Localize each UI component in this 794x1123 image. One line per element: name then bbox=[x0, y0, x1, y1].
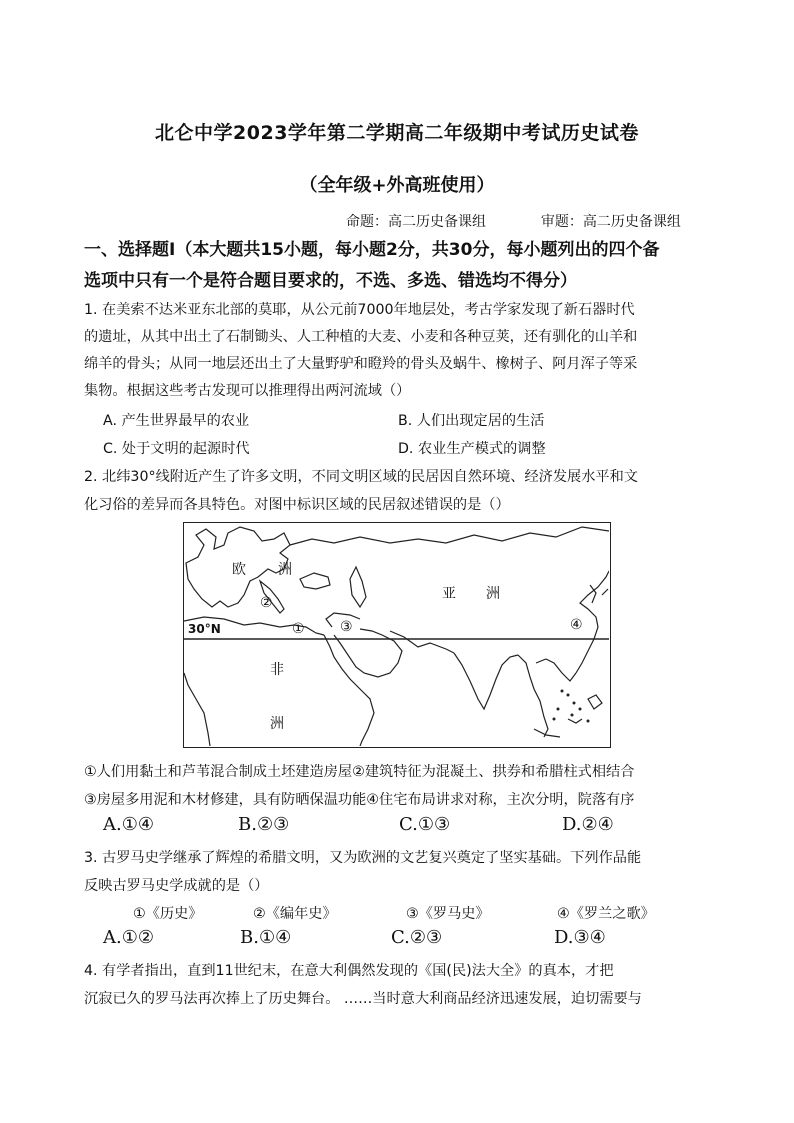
section-heading: 一、选择题Ⅰ（本大题共15小题，每小题2分，共30分，每小题列出的四个备 bbox=[84, 240, 660, 260]
label-africa: 非 bbox=[270, 662, 284, 678]
exam-subtitle: （全年级+外高班使用） bbox=[299, 175, 495, 196]
question-text: 绵羊的骨头；从同一地层还出土了大量野驴和瞪羚的骨头及蜗牛、橡树子、阿月浑子等采 bbox=[84, 356, 638, 372]
option-a: A. 产生世界最早的农业 bbox=[103, 413, 250, 429]
question-text: 沉寂已久的罗马法再次捧上了历史舞台。 ……当时意大利商品经济迅速发展，迫切需要与 bbox=[84, 991, 642, 1007]
work-4: ④《罗兰之歌》 bbox=[557, 906, 655, 922]
question-text: 集物。根据这些考古发现可以推理得出两河流域（） bbox=[84, 383, 411, 399]
marker-4: ④ bbox=[570, 617, 583, 633]
statement-line: ③房屋多用泥和木材修建，具有防晒保温功能④住宅布局讲求对称，主次分明，院落有序 bbox=[84, 792, 635, 808]
setter-text: 命题：高二历史备课组 bbox=[346, 214, 486, 230]
option-c: C. 处于文明的起源时代 bbox=[103, 441, 250, 457]
option-a: A.①④ bbox=[103, 814, 154, 835]
label-asia-2: 洲 bbox=[486, 586, 500, 602]
section-heading-cont: 选项中只有一个是符合题目要求的，不选、多选、错选均不得分） bbox=[84, 271, 577, 291]
authors-line bbox=[346, 211, 681, 231]
question-text: 的遗址，从其中出土了石制锄头、人工种植的大麦、小麦和各种豆荚，还有驯化的山羊和 bbox=[84, 329, 638, 345]
option-d: D. 农业生产模式的调整 bbox=[398, 441, 546, 457]
marker-1: ① bbox=[292, 621, 305, 637]
marker-2: ② bbox=[260, 595, 273, 611]
question-text: 反映古罗马史学成就的是（） bbox=[84, 878, 269, 894]
work-2: ②《编年史》 bbox=[253, 906, 337, 922]
option-a: A.①② bbox=[103, 927, 154, 948]
option-d: D.②④ bbox=[562, 814, 614, 835]
latitude-label: 30°N bbox=[188, 622, 221, 636]
question-text: 化习俗的差异而各具特色。对图中标识区域的民居叙述错误的是（） bbox=[84, 497, 510, 513]
question-text: 3. 古罗马史学继承了辉煌的希腊文明，又为欧洲的文艺复兴奠定了坚实基础。下列作品能 bbox=[84, 850, 642, 866]
statement-line: ①人们用黏土和芦苇混合制成土坯建造房屋②建筑特征为混凝土、拱券和希腊柱式相结合 bbox=[84, 764, 635, 780]
map-drawing bbox=[184, 523, 609, 746]
label-europe: 欧 bbox=[232, 562, 246, 578]
label-africa-2: 洲 bbox=[270, 716, 284, 732]
reviewer-text: 审题：高二历史备课组 bbox=[540, 214, 681, 230]
world-map-30n bbox=[183, 522, 611, 748]
work-1: ①《历史》 bbox=[133, 906, 203, 922]
option-b: B.②③ bbox=[238, 814, 290, 835]
label-europe-2: 洲 bbox=[278, 562, 292, 578]
option-c: C.②③ bbox=[391, 927, 443, 948]
question-text: 4. 有学者指出，直到11世纪末，在意大利偶然发现的《国(民)法大全》的真本，才把 bbox=[84, 963, 614, 979]
option-d: D.③④ bbox=[554, 927, 606, 948]
question-text: 2. 北纬30°线附近产生了许多文明，不同文明区域的民居因自然环境、经济发展水平和文 bbox=[84, 469, 638, 485]
option-c: C.①③ bbox=[399, 814, 451, 835]
question-text: 1. 在美索不达米亚东北部的莫耶，从公元前7000年地层处，考古学家发现了新石器时代 bbox=[84, 302, 635, 318]
option-b: B.①④ bbox=[240, 927, 292, 948]
marker-3: ③ bbox=[340, 619, 353, 635]
work-3: ③《罗马史》 bbox=[406, 906, 490, 922]
option-b: B. 人们出现定居的生活 bbox=[398, 413, 545, 429]
label-asia: 亚 bbox=[442, 586, 456, 602]
exam-title: 北仑中学2023学年第二学期高二年级期中考试历史试卷 bbox=[155, 122, 639, 144]
